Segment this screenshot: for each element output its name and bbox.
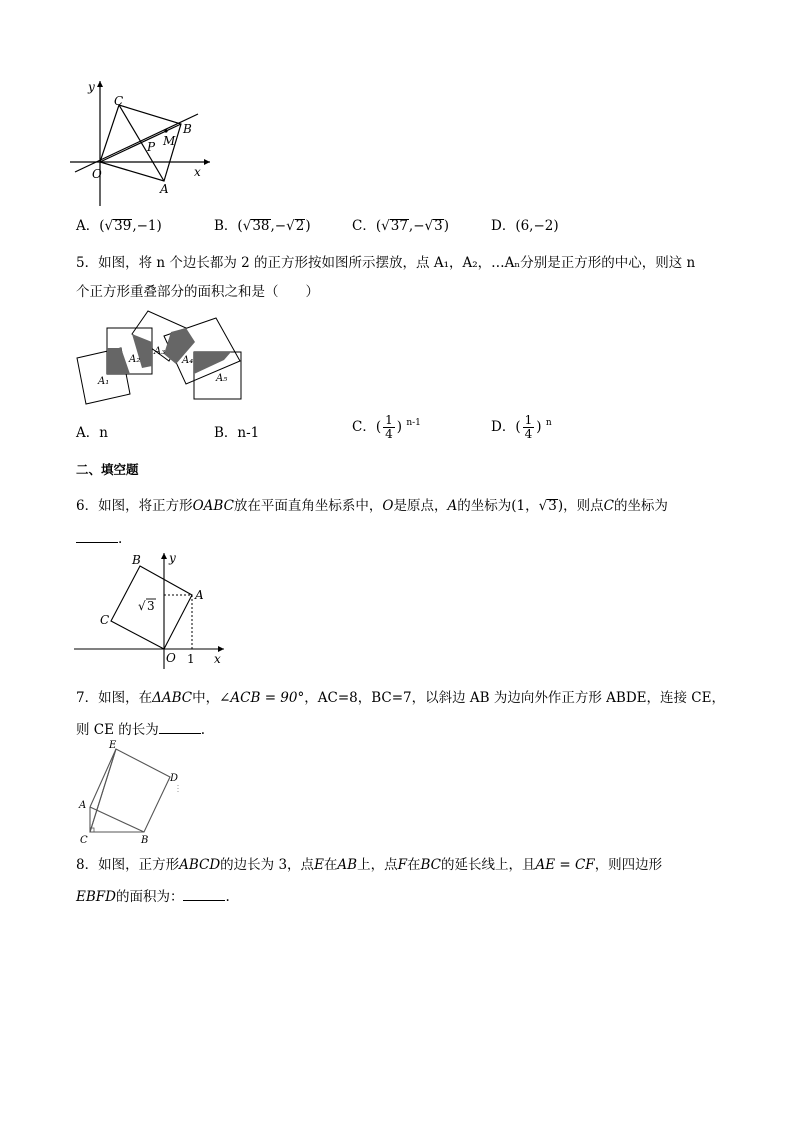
q7-line1: 7．如图，在ΔABC中，∠ACB = 90°，AC=8，BC=7，以斜边 AB 为边向外作正方形 ABDE，连接 CE， [76, 690, 725, 706]
q7-answer-blank[interactable] [159, 722, 201, 734]
q5-label-a1: A₁ [98, 376, 110, 387]
section-heading-fill-in: 二、填空题 [76, 462, 139, 477]
q6-label-x: x [214, 652, 221, 666]
q7-label-C: C [80, 835, 88, 846]
q4-label-B: B [183, 122, 192, 136]
q4-label-C: C [114, 94, 124, 108]
q8-line1: 8．如图，正方形ABCD的边长为 3，点E在AB上，点F在BC的延长线上，且AE = CF，则四边形 [76, 857, 663, 873]
q6-label-one: 1 [187, 652, 195, 666]
q6-label-C: C [100, 613, 110, 627]
q4-figure [70, 76, 220, 206]
q4-option-a[interactable]: A．(√39,−1) [76, 218, 162, 234]
q7-label-B: B [141, 835, 149, 846]
q6-label-rad3: 3 [147, 599, 155, 613]
q6-figure [74, 548, 234, 670]
q5-label-a3: A₃ [154, 346, 166, 357]
q5-label-a5: A₅ [216, 373, 228, 384]
q6-label-B: B [132, 553, 141, 567]
q4-option-c[interactable]: C．(√37,−√3) [352, 218, 450, 234]
q4-label-A: A [160, 182, 169, 196]
q8-answer-blank[interactable] [183, 889, 225, 901]
q5-option-c[interactable]: C．( $\frac{1}{4}$ ) $^{n-1}$ [352, 413, 421, 441]
q4-option-d[interactable]: D．(6,−2) [491, 218, 559, 234]
q5-option-a[interactable]: A．n [76, 425, 108, 441]
q5-option-b[interactable]: B．n-1 [214, 425, 260, 441]
q5-line2: 个正方形重叠部分的面积之和是（ ） [76, 284, 319, 300]
q4-label-y: y [88, 80, 95, 94]
q6-label-O: O [166, 651, 176, 665]
q4-label-x: x [194, 165, 201, 179]
q5-option-d[interactable]: D．( $\frac{1}{4}$ ) $^n$ [491, 413, 552, 441]
q5-figure [74, 306, 244, 408]
q7-label-D: D [170, 773, 179, 784]
q5-label-a2: A₂ [129, 354, 141, 365]
q6-text: 6．如图，将正方形OABC放在平面直角坐标系中，O是原点，A的坐标为(1，√3)，则点C的坐标为 [76, 498, 668, 514]
q6-label-y: y [169, 551, 176, 565]
q6-answer-blank[interactable] [76, 531, 118, 543]
q4-label-P: P [147, 140, 156, 154]
svg-text:√: √ [138, 599, 146, 613]
q7-label-A: A [79, 800, 87, 811]
q4-label-M: M [163, 134, 176, 148]
q7-line2: 则 CE 的长为 . [76, 722, 206, 738]
q4-label-O: O [92, 167, 102, 181]
q6-answer-line: . [76, 531, 122, 547]
q7-label-E: E [109, 740, 117, 751]
q5-line1: 5．如图，将 n 个边长都为 2 的正方形按如图所示摆放，点 A₁，A₂，…Aₙ分别是正方形的中心，则这 n [76, 255, 696, 271]
q6-label-A: A [195, 588, 204, 602]
q7-figure [74, 737, 194, 849]
q8-line2: EBFD的面积为： . [76, 889, 230, 905]
q4-option-b[interactable]: B．(√38,−√2) [214, 218, 311, 234]
q5-label-a4: A₄ [182, 355, 194, 366]
